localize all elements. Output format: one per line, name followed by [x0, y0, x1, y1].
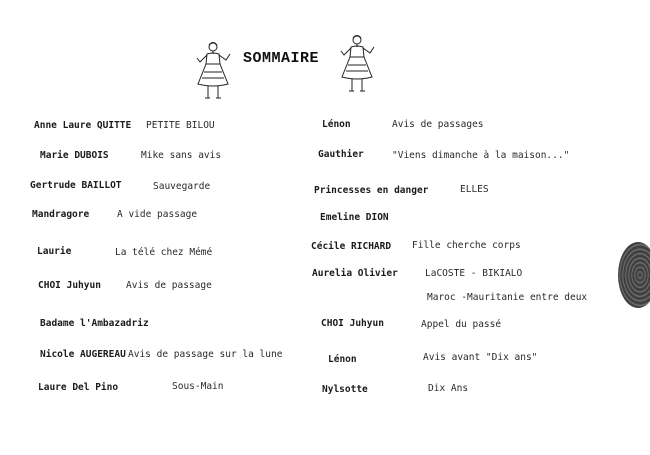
toc-work: A vide passage — [117, 209, 198, 220]
woman-figure-icon — [336, 33, 380, 95]
toc-author: Anne Laure QUITTE — [34, 120, 132, 131]
toc-author: Lénon — [322, 119, 351, 130]
toc-work: Maroc -Mauritanie entre deux — [427, 292, 588, 303]
toc-author: Lénon — [328, 354, 357, 365]
toc-work: "Viens dimanche à la maison..." — [392, 150, 570, 161]
toc-author: Aurelia Olivier — [312, 268, 398, 279]
toc-author: Gauthier — [318, 149, 364, 160]
toc-author: Badame l'Ambazadriz — [40, 318, 149, 329]
toc-work: LaCOSTE - BIKIALO — [425, 268, 523, 279]
fingerprint-icon — [618, 242, 650, 308]
toc-author: Emeline DION — [320, 212, 389, 223]
toc-author: Gertrude BAILLOT — [30, 180, 122, 191]
toc-work: Fille cherche corps — [412, 240, 521, 251]
toc-work: Dix Ans — [428, 383, 469, 394]
toc-work: Sauvegarde — [153, 181, 211, 192]
toc-author: Princesses en danger — [314, 185, 429, 196]
page-title: SOMMAIRE — [243, 50, 320, 67]
toc-author: CHOI Juhyun — [38, 280, 101, 291]
toc-work: ELLES — [460, 184, 489, 195]
toc-work: Avis de passage sur la lune — [128, 349, 283, 360]
toc-work: PETITE BILOU — [146, 120, 215, 131]
toc-author: Laure Del Pino — [38, 382, 119, 393]
toc-author: Marie DUBOIS — [40, 150, 109, 161]
toc-work: Sous-Main — [172, 381, 224, 392]
toc-work: Appel du passé — [421, 319, 502, 330]
toc-work: La télé chez Mémé — [115, 247, 213, 258]
toc-author: Cécile RICHARD — [311, 241, 392, 252]
toc-author: Laurie — [37, 246, 72, 257]
toc-work: Mike sans avis — [141, 150, 222, 161]
toc-author: Mandragore — [32, 209, 90, 220]
toc-author: Nylsotte — [322, 384, 368, 395]
toc-work: Avis de passages — [392, 119, 484, 130]
toc-author: Nicole AUGEREAU — [40, 349, 126, 360]
toc-author: CHOI Juhyun — [321, 318, 384, 329]
woman-figure-icon — [192, 40, 236, 102]
toc-work: Avis de passage — [126, 280, 212, 291]
toc-work: Avis avant "Dix ans" — [423, 352, 538, 363]
